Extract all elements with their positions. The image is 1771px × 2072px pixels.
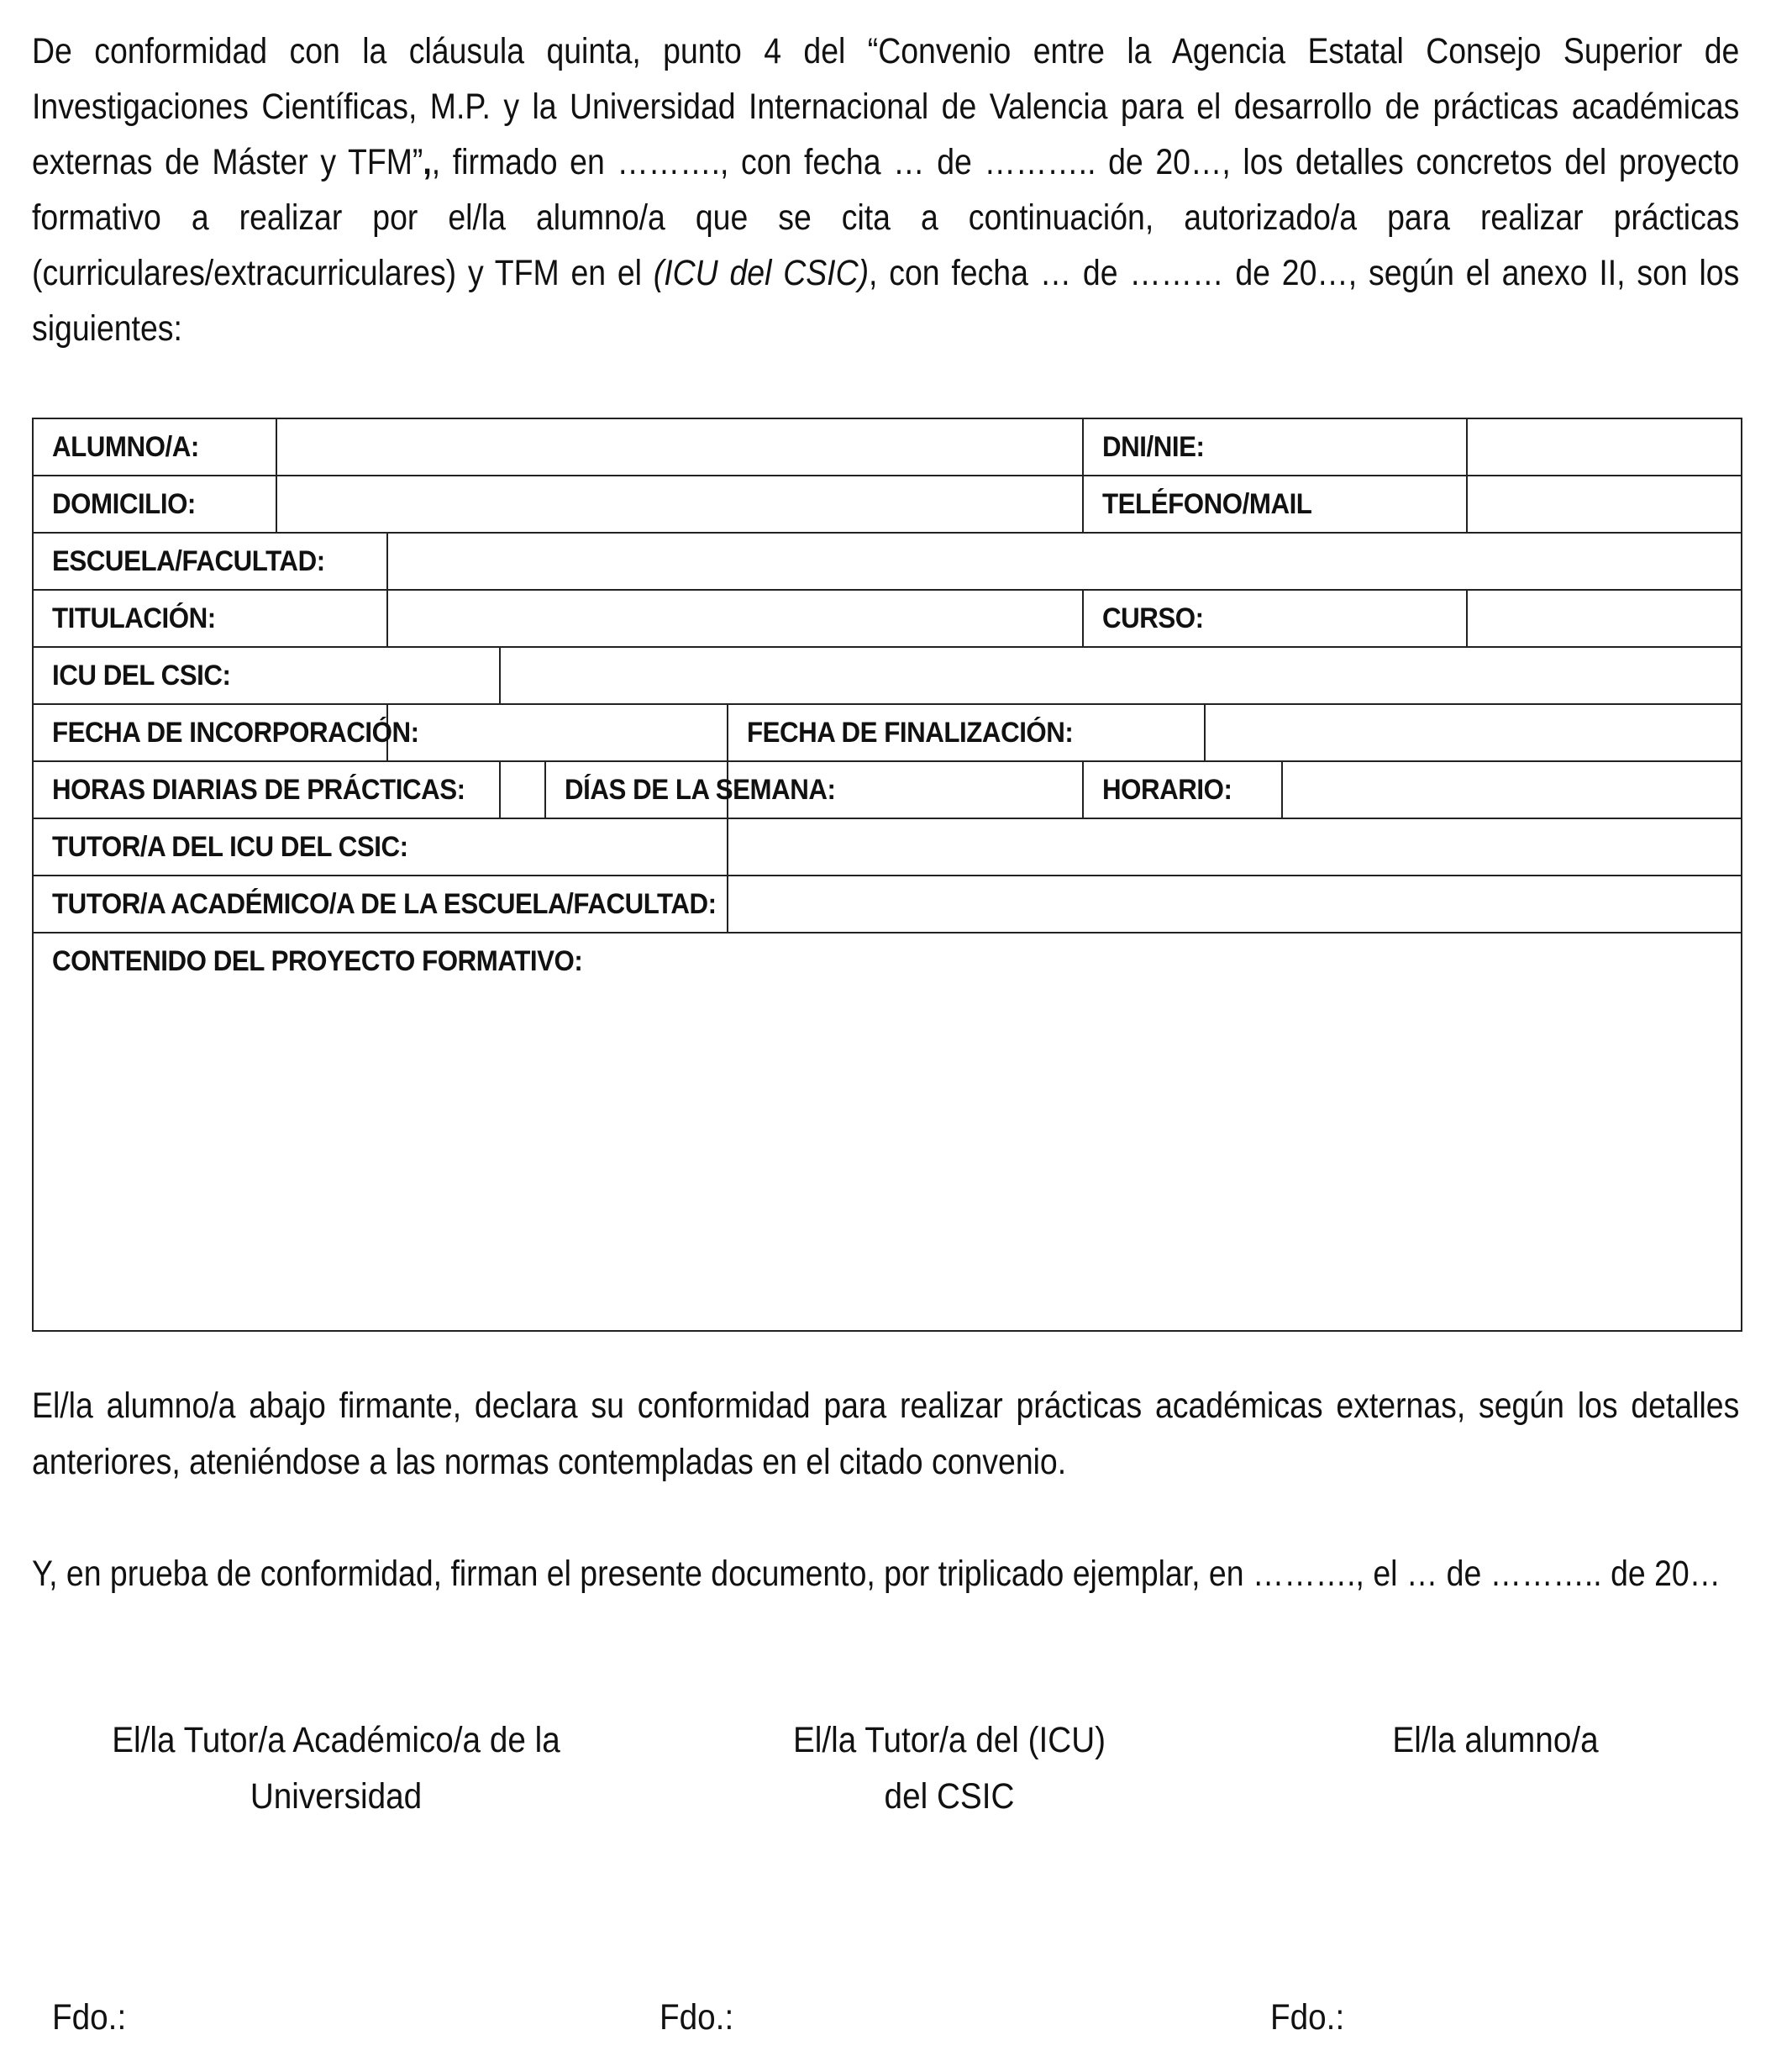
- intro-text-3: , con fecha … de ……… de 20…, según el anexo II, son los siguientes:: [32, 253, 1740, 349]
- field-telefono[interactable]: [1467, 476, 1742, 533]
- label-contenido: CONTENIDO DEL PROYECTO FORMATIVO:: [52, 945, 583, 977]
- signature-block-icu-tutor: [738, 1712, 1161, 1825]
- label-tutor-icu: TUTOR/A DEL ICU DEL CSIC:: [33, 818, 728, 876]
- fdo-academic-tutor[interactable]: Fdo.:: [52, 1997, 127, 2038]
- field-tutor-academico[interactable]: [728, 876, 1742, 933]
- row-domicilio: [33, 476, 1742, 533]
- field-alumno[interactable]: [276, 418, 1083, 476]
- declaration-paragraph: El/la alumno/a abajo firmante, declara su conformidad para realizar prácticas académicas externas, según los detalles anteriores, ateniéndose a las normas contempladas en el citado convenio.: [32, 1386, 1740, 1482]
- label-fecha-finalizacion: FECHA DE FINALIZACIÓN:: [728, 704, 1205, 761]
- field-titulacion[interactable]: [387, 590, 1083, 647]
- field-tutor-icu[interactable]: [728, 818, 1742, 876]
- label-icu: ICU DEL CSIC:: [33, 647, 500, 704]
- intro-text-2: , firmado en ………., con fecha … de ……….. de 20…, los detalles concretos del proyecto formativo a realizar por el/la alumno/a que se cita a continuación, autorizado/a para realizar prácticas (curriculares/extracurriculares) y TFM en el: [32, 142, 1740, 293]
- field-icu[interactable]: [500, 647, 1742, 704]
- field-horario[interactable]: [1282, 761, 1742, 818]
- field-curso[interactable]: [1467, 590, 1742, 647]
- label-escuela: ESCUELA/FACULTAD:: [33, 533, 387, 590]
- label-telefono: TELÉFONO/MAIL: [1083, 476, 1467, 533]
- row-titulacion: [33, 590, 1742, 647]
- row-tutor-academico: [33, 876, 1742, 933]
- label-curso: CURSO:: [1083, 590, 1467, 647]
- field-contenido[interactable]: [33, 933, 1742, 1331]
- label-dni: DNI/NIE:: [1083, 418, 1467, 476]
- intro-icu-italic: (ICU del CSIC): [653, 253, 870, 293]
- label-alumno: ALUMNO/A:: [33, 418, 276, 476]
- row-contenido: [33, 933, 1742, 1331]
- sig-icu-line2: del CSIC: [884, 1776, 1015, 1817]
- label-domicilio: DOMICILIO:: [33, 476, 276, 533]
- field-horas[interactable]: [500, 761, 545, 818]
- label-dias: DÍAS DE LA SEMANA:: [545, 761, 728, 818]
- label-fecha-incorporacion: FECHA DE INCORPORACIÓN:: [33, 704, 387, 761]
- field-fecha-incorporacion[interactable]: [387, 704, 728, 761]
- signature-block-academic-tutor: [109, 1712, 563, 1825]
- intro-text-1: De conformidad con la cláusula quinta, punto 4 del “Convenio entre la Agencia Estatal Consejo Superior de Investigaciones Científicas, M.P. y la Universidad Internacional de Valencia para el desarrollo de prácticas académicas externas de Máster y TFM”: [32, 31, 1740, 182]
- row-tutor-icu: [33, 818, 1742, 876]
- row-alumno: [33, 418, 1742, 476]
- fdo-student[interactable]: Fdo.:: [1270, 1997, 1345, 2038]
- intro-paragraph: De conformidad con la cláusula quinta, punto 4 del “Convenio entre la Agencia Estatal Consejo Superior de Investigaciones Científicas, M.P. y la Universidad Internacional de Valencia para el desarrollo de prácticas académicas externas de Máster y TFM”,, firmado en ………., con fecha … de ……….. de 20…, los detalles concretos del proyecto formativo a realizar por el/la alumno/a que se cita a continuación, autorizado/a para realizar prácticas (curriculares/extracurriculares) y TFM en el (ICU del CSIC), con fecha … de ……… de 20…, según el anexo II, son los siguientes:: [32, 31, 1740, 349]
- sig-icu-line1: El/la Tutor/a del (ICU): [792, 1720, 1106, 1760]
- row-icu: [33, 647, 1742, 704]
- fdo-icu-tutor[interactable]: Fdo.:: [660, 1997, 734, 2038]
- row-fechas: [33, 704, 1742, 761]
- label-horas: HORAS DIARIAS DE PRÁCTICAS:: [33, 761, 500, 818]
- project-form-table: [32, 418, 1742, 1332]
- field-escuela[interactable]: [387, 533, 1742, 590]
- sig-academic-line1: El/la Tutor/a Académico/a de la: [112, 1720, 560, 1760]
- sig-student-line1: El/la alumno/a: [1392, 1720, 1599, 1760]
- row-escuela: [33, 533, 1742, 590]
- label-titulacion: TITULACIÓN:: [33, 590, 387, 647]
- label-tutor-academico: TUTOR/A ACADÉMICO/A DE LA ESCUELA/FACULTAD:: [33, 876, 728, 933]
- sig-academic-line2: Universidad: [250, 1776, 423, 1817]
- closing-paragraph: Y, en prueba de conformidad, firman el presente documento, por triplicado ejemplar, en ………., el … de ……….. de 20…: [32, 1554, 1721, 1594]
- field-dni[interactable]: [1467, 418, 1742, 476]
- signature-block-student: [1344, 1712, 1647, 1769]
- label-horario: HORARIO:: [1083, 761, 1282, 818]
- field-fecha-finalizacion[interactable]: [1205, 704, 1742, 761]
- field-domicilio[interactable]: [276, 476, 1083, 533]
- row-horas: [33, 761, 1742, 818]
